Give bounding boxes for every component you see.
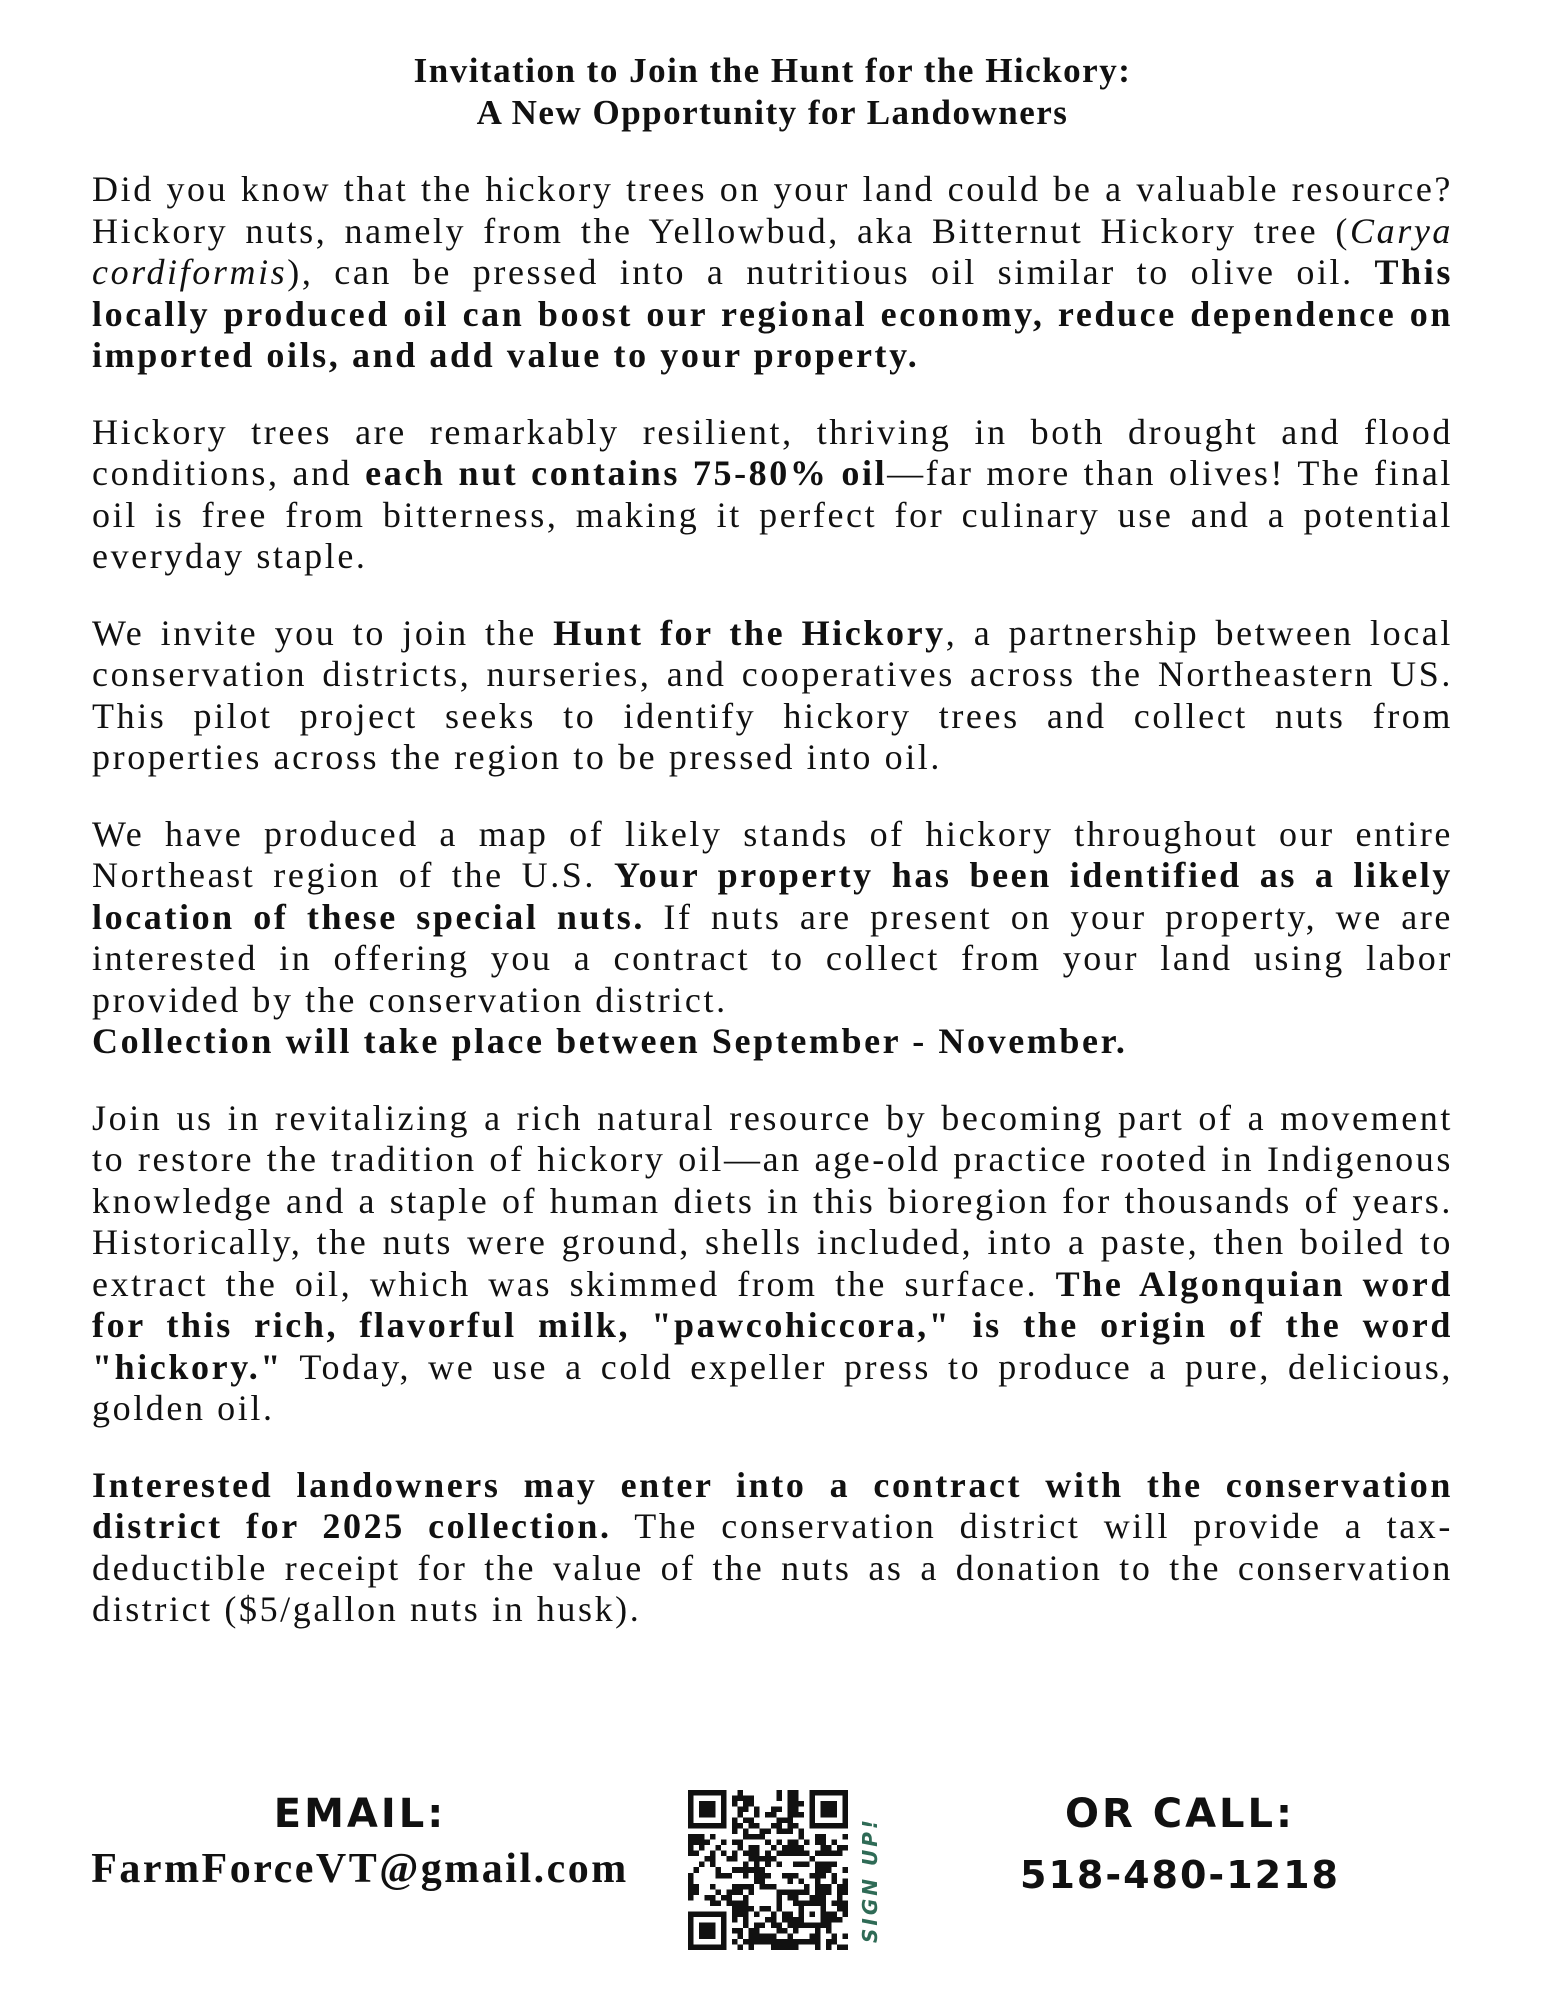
bold-text: This locally produced oil can boost our regional economy, reduce dependence on imported oils, and add value to your property.: [92, 252, 1453, 375]
title-line-2: A New Opportunity for Landowners: [476, 93, 1069, 132]
paragraph-map: [92, 814, 1453, 1063]
title-line-1: Invitation to Join the Hunt for the Hickory:: [413, 51, 1132, 90]
email-block: [70, 1790, 650, 1896]
text-run: The conservation district will provide a tax-deductible receipt for the value of the nuts as a donation to the conservation district ($5/gallon nuts in husk).: [92, 1506, 1454, 1629]
text-run: ), can be pressed into a nutritious oil similar to olive oil.: [287, 252, 1375, 292]
species-name: Carya cordiformis: [92, 210, 1453, 292]
call-label: OR CALL:: [1064, 1791, 1295, 1837]
bold-text: Hunt for the Hickory: [553, 612, 946, 653]
text-run: Did you know that the hickory trees on your land could be a valuable resource? Hickory nuts, namely from the Yellowbud, aka Bitternut Hickory tree (: [92, 169, 1453, 251]
paragraph-contract: [92, 1465, 1453, 1631]
paragraph-history: [92, 1098, 1453, 1430]
collection-dates: Collection will take place between September - November.: [92, 1021, 1128, 1061]
text-run: Today, we use a cold expeller press to produce a pure, delicious, golden oil.: [92, 1346, 1453, 1428]
text-run: We have produced a map of likely stands of hickory throughout our entire Northeast region of the U.S.: [92, 813, 1453, 895]
contact-footer: [0, 1790, 1545, 1990]
bold-text: each nut contains 75-80% oil: [365, 453, 888, 493]
email-label: EMAIL:: [273, 1791, 447, 1837]
flyer-body: [92, 50, 1453, 1666]
call-block: [1000, 1790, 1360, 1902]
signup-label: SIGN UP!: [858, 1817, 882, 1943]
text-run: , a partnership between local conservation districts, nurseries, and cooperatives across the Northeastern US. This pilot project seeks to identify hickory trees and collect nuts from properties across the region to be pressed into oil.: [92, 612, 1453, 777]
phone-number[interactable]: 518-480-1218: [1020, 1853, 1340, 1897]
qr-code-icon[interactable]: [688, 1790, 848, 1950]
paragraph-intro: [92, 169, 1453, 377]
text-run: Join us in revitalizing a rich natural resource by becoming part of a movement to restore the tradition of hickory oil—an age-old practice rooted in Indigenous knowledge and a staple of human diets in this bioregion for thousands of years. Historically, the nuts were ground, shells included, into a paste, then boiled to extract the oil, which was skimmed from the surface.: [92, 1097, 1453, 1304]
paragraph-invitation: [92, 613, 1453, 779]
bold-text: Interested landowners may enter into a contract with the conservation district for 2025 collection.: [92, 1464, 1453, 1546]
text-run: —far more than olives! The final oil is free from bitterness, making it perfect for culinary use and a potential everyday staple.: [92, 453, 1454, 576]
page-title: [92, 50, 1453, 134]
bold-text: The Algonquian word for this rich, flavorful milk, "pawcohiccora," is the origin of the word "hickory.": [92, 1263, 1453, 1387]
text-run: Hickory trees are remarkably resilient, thriving in both drought and flood conditions, and: [92, 411, 1453, 493]
text-run: We invite you to join the: [92, 612, 554, 653]
text-run: If nuts are present on your property, we are interested in offering you a contract to collect from your land using labor provided by the conservation district.: [92, 896, 1454, 1020]
paragraph-resilience: [92, 412, 1453, 578]
bold-text: Your property has been identified as a likely location of these special nuts.: [92, 855, 1453, 937]
email-address[interactable]: FarmForceVT@gmail.com: [91, 1846, 629, 1892]
